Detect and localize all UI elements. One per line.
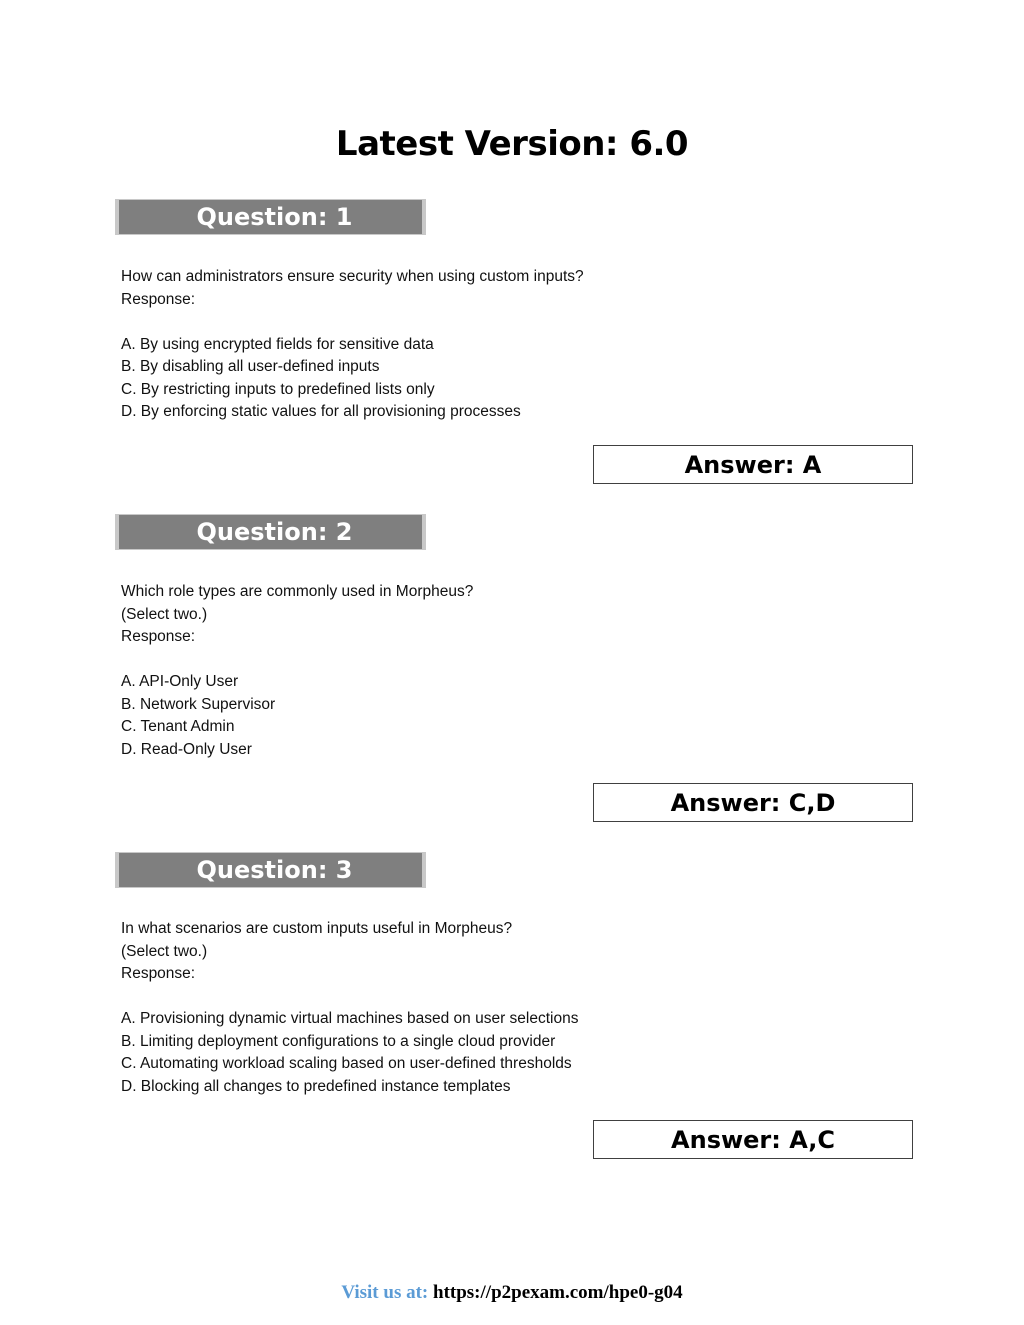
question-3-option-c: C. Automating workload scaling based on user-defined thresholds: [121, 1055, 572, 1072]
question-1-answer-box: [593, 445, 913, 484]
question-1-option-a: A. By using encrypted fields for sensitive data: [121, 335, 434, 353]
question-2-option-b: B. Network Supervisor: [121, 695, 276, 713]
question-2-body: [121, 581, 821, 761]
question-3-response-label: Response:: [121, 965, 196, 982]
question-3-option-d: D. Blocking all changes to predefined instance templates: [121, 1077, 511, 1095]
question-3-option-b: B. Limiting deployment configurations to a single cloud provider: [121, 1032, 556, 1050]
question-2-option-d: D. Read-Only User: [121, 740, 252, 758]
question-2-option-c: C. Tenant Admin: [121, 718, 235, 735]
question-1-label: Question: 1: [196, 203, 353, 231]
question-3-answer: Answer: A,C: [671, 1126, 835, 1154]
question-2-select-note: (Select two.): [121, 605, 208, 623]
question-2-text: Which role types are commonly used in Morpheus?: [121, 583, 474, 600]
question-2-option-a: A. API-Only User: [121, 673, 239, 690]
question-3-body: [121, 918, 821, 1098]
question-2-response-label: Response:: [121, 628, 196, 645]
question-1-option-c: C. By restricting inputs to predefined lists only: [121, 380, 435, 398]
question-3-select-note: (Select two.): [121, 942, 208, 960]
question-1-body: [121, 266, 821, 424]
question-2-answer: Answer: C,D: [670, 789, 836, 817]
question-2-answer-box: [593, 783, 913, 822]
footer: [0, 1282, 1024, 1304]
footer-link[interactable]: https://p2pexam.com/hpe0-g04: [433, 1282, 683, 1303]
question-1-option-d: D. By enforcing static values for all provisioning processes: [121, 403, 521, 420]
question-3-text: In what scenarios are custom inputs useful in Morpheus?: [121, 920, 513, 937]
question-1-option-b: B. By disabling all user-defined inputs: [121, 358, 380, 375]
question-1-response-label: Response:: [121, 290, 196, 308]
question-3-banner: [115, 852, 426, 888]
question-1-answer: Answer: A: [684, 451, 822, 479]
question-3-option-a: A. Provisioning dynamic virtual machines based on user selections: [121, 1010, 579, 1027]
question-1-banner: [115, 199, 426, 235]
question-1-text: How can administrators ensure security when using custom inputs?: [121, 268, 584, 285]
question-2-label: Question: 2: [196, 518, 353, 546]
question-2-banner: [115, 514, 426, 550]
question-3-label: Question: 3: [196, 856, 353, 884]
page-title: Latest Version: 6.0: [335, 124, 689, 164]
question-3-answer-box: [593, 1120, 913, 1159]
footer-label: Visit us at:: [341, 1282, 429, 1303]
